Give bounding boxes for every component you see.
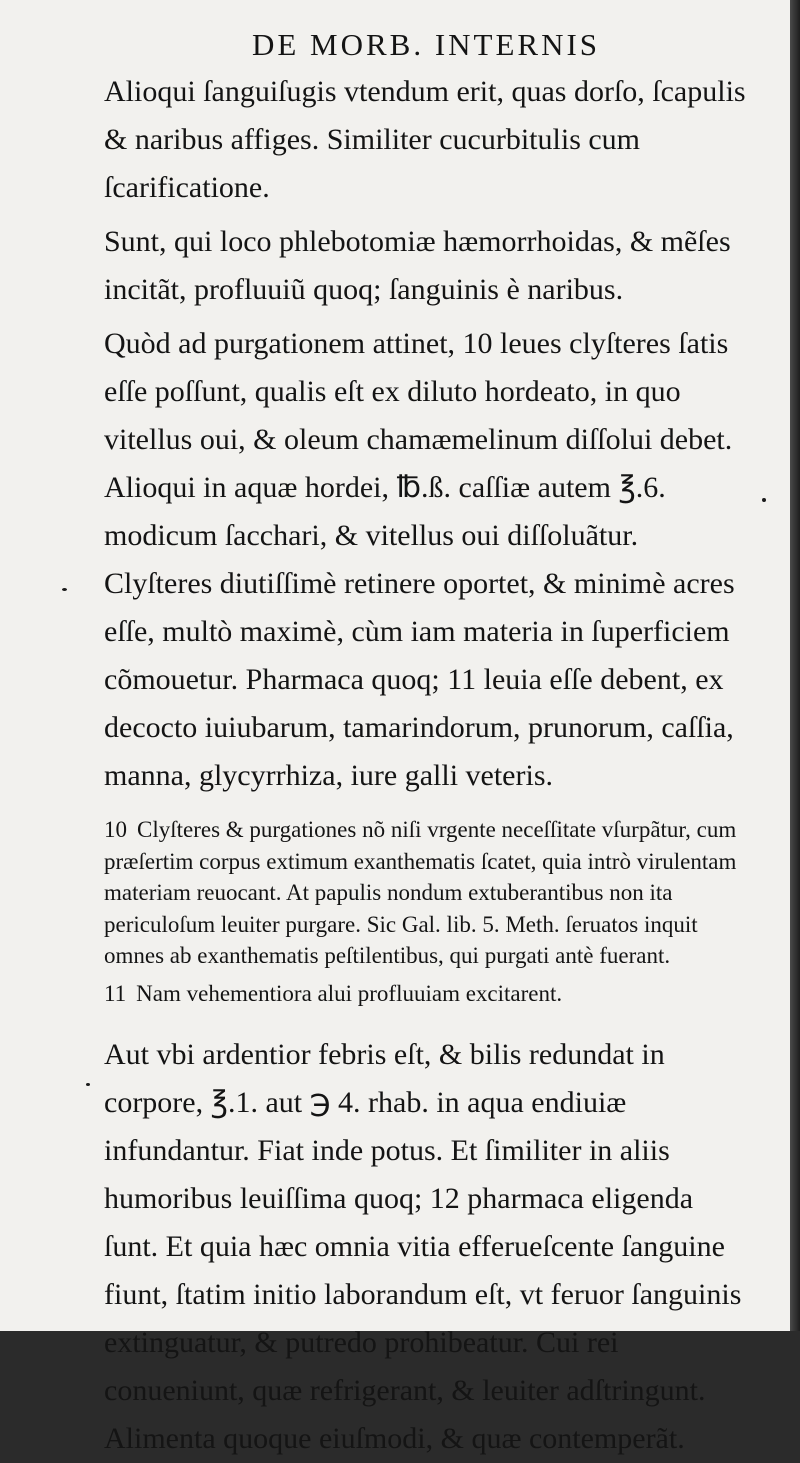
footnote	[104, 978, 748, 1010]
paragraph: Quòd ad purgationem attinet, 10 leues clyſteres ſatis eſſe poſſunt, qualis eſt ex diluto hordeato, in quo vitellus oui, & oleum chamæmelinum diſſolui debet. Alioqui in aquæ hordei, ℔.ß. caſſiæ autem ℥.6. modicum ſacchari, & vitellus oui diſſoluãtur. Clyſteres diutiſſimè retinere oportet, & minimè acres eſſe, multò maximè, cùm iam materia in ſuperficiem cõmouetur. Pharmaca quoq; 11 leuia eſſe debent, ex decocto iuiubarum, tamarindorum, prunorum, caſſia, manna, glycyrrhiza, iure galli veteris.	[104, 327, 735, 793]
ink-speck	[86, 1083, 90, 1086]
ink-speck	[762, 498, 766, 502]
footnote-number: 11	[104, 980, 127, 1006]
paragraph: Alioqui ſanguiſugis vtendum erit, quas dorſo, ſcapulis & naribus affiges. Similiter cucurbitulis cum ſcarificatione.	[104, 75, 746, 205]
main-text-block	[104, 68, 748, 800]
footnote-number: 10	[104, 817, 127, 843]
ink-speck	[62, 588, 67, 591]
paragraph: Aut vbi ardentior febris eſt, & bilis redundat in corpore, ℥.1. aut ℈ 4. rhab. in aqua endiuiæ infundantur. Fiat inde potus. Et ſimiliter in aliis humoribus leuiſſima quoq; 12 pharmaca eligenda ſunt. Et quia hæc omnia vitia efferueſcente ſanguine fiunt, ſtatim initio laborandum eſt, vt feruor ſanguinis extinguatur, & putredo prohibeatur. Cui rei conueniunt, quæ refrigerant, & leuiter adſtringunt. Alimenta quoque eiuſmodi, & quæ contemperãt.	[104, 1038, 742, 1456]
footnote	[104, 814, 748, 972]
running-header: DE MORB. INTERNIS	[251, 27, 601, 62]
footnote-text: Nam vehementiora alui profluuiam excitarent.	[136, 980, 563, 1006]
paragraph: Sunt, qui loco phlebotomiæ hæmorrhoidas, & mẽſes incitãt, profluuiũ quoq; ſanguinis è naribus.	[104, 225, 731, 307]
page-edge-shadow	[790, 0, 800, 1331]
main-text-block	[104, 1031, 748, 1463]
footnotes	[104, 814, 748, 1009]
footnote-text: Clyſteres & purgationes nõ niſi vrgente neceſſitate vſurpãtur, cum præſertim corpus extimum exanthematis ſcatet, quia intrò virulentam materiam reuocant. At papulis nondum extuberantibus non ita periculoſum leuiter purgare. Sic Gal. lib. 5. Meth. ſeruatos inquit omnes ab exanthematis peſtilentibus, qui purgati antè fuerant.	[104, 817, 737, 969]
